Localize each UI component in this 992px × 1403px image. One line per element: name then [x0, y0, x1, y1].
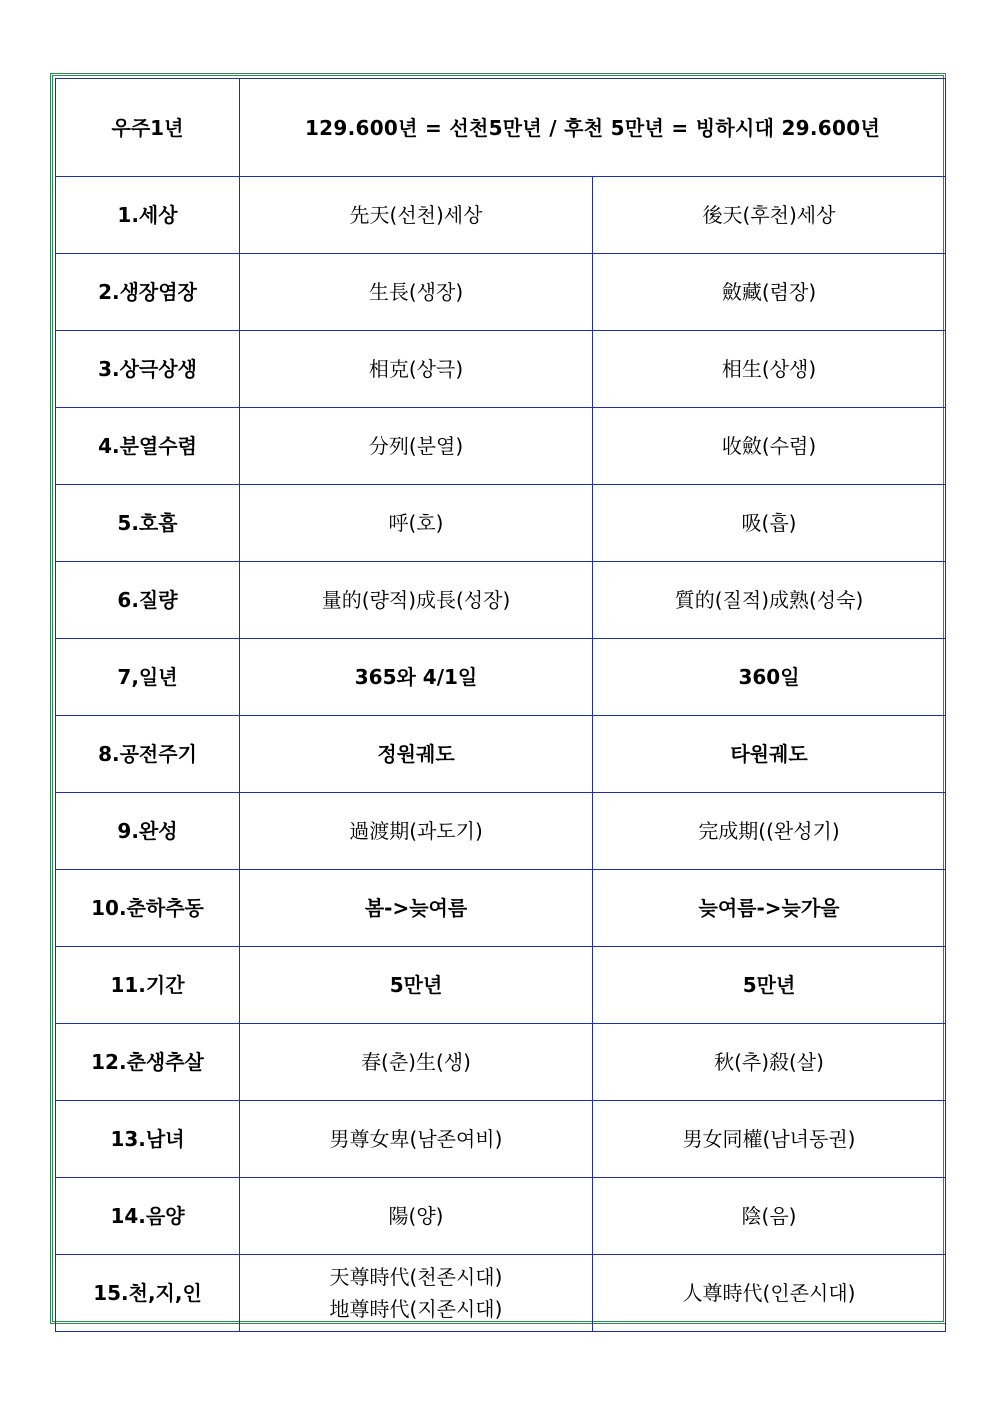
row-label: 14.음양 — [56, 1178, 240, 1255]
row-right-cell: 吸(흡) — [593, 485, 946, 562]
table-row — [56, 1255, 946, 1332]
table-row — [56, 793, 946, 870]
row-left-cell — [240, 1255, 593, 1332]
header-formula: 129.600년 = 선천5만년 / 후천 5만년 = 빙하시대 29.600년 — [240, 79, 946, 177]
table-row — [56, 177, 946, 254]
row-right-cell: 秋(추)殺(살) — [593, 1024, 946, 1101]
row-label: 11.기간 — [56, 947, 240, 1024]
table-row — [56, 1024, 946, 1101]
row-right-cell: 5만년 — [593, 947, 946, 1024]
table-row — [56, 254, 946, 331]
row-right-cell: 完成期((완성기) — [593, 793, 946, 870]
row-label: 2.생장염장 — [56, 254, 240, 331]
row-label: 5.호흡 — [56, 485, 240, 562]
row-right-cell: 360일 — [593, 639, 946, 716]
row-label: 12.춘생추살 — [56, 1024, 240, 1101]
row-label: 13.남녀 — [56, 1101, 240, 1178]
comparison-table — [55, 78, 946, 1332]
row-label: 9.완성 — [56, 793, 240, 870]
table-row — [56, 408, 946, 485]
table-row — [56, 485, 946, 562]
row-left-cell: 生長(생장) — [240, 254, 593, 331]
row-right-cell: 相生(상생) — [593, 331, 946, 408]
row-right-cell: 後天(후천)세상 — [593, 177, 946, 254]
row-right-cell: 타원궤도 — [593, 716, 946, 793]
table-row — [56, 870, 946, 947]
row-left-cell: 정원궤도 — [240, 716, 593, 793]
table-row — [56, 1178, 946, 1255]
row-right-cell: 收斂(수렴) — [593, 408, 946, 485]
row-left-cell: 봄->늦여름 — [240, 870, 593, 947]
row-left-cell: 365와 4/1일 — [240, 639, 593, 716]
row-left-cell: 先天(선천)세상 — [240, 177, 593, 254]
row-label: 10.춘하추동 — [56, 870, 240, 947]
row-left-line: 天尊時代(천존시대) — [329, 1265, 503, 1289]
table-row — [56, 331, 946, 408]
row-label: 4.분열수렴 — [56, 408, 240, 485]
document-frame — [50, 73, 946, 1324]
row-right-cell: 人尊時代(인존시대) — [593, 1255, 946, 1332]
row-left-cell: 呼(호) — [240, 485, 593, 562]
row-left-cell: 陽(양) — [240, 1178, 593, 1255]
row-label: 6.질량 — [56, 562, 240, 639]
row-left-cell: 春(춘)生(생) — [240, 1024, 593, 1101]
row-label: 8.공전주기 — [56, 716, 240, 793]
row-left-line: 地尊時代(지존시대) — [329, 1297, 503, 1321]
header-label: 우주1년 — [56, 79, 240, 177]
row-left-cell: 男尊女卑(남존여비) — [240, 1101, 593, 1178]
row-right-cell: 斂藏(렴장) — [593, 254, 946, 331]
table-row — [56, 716, 946, 793]
table-header-row — [56, 79, 946, 177]
table-row — [56, 947, 946, 1024]
row-right-cell: 男女同權(남녀동권) — [593, 1101, 946, 1178]
table-row — [56, 639, 946, 716]
row-left-cell: 量的(량적)成長(성장) — [240, 562, 593, 639]
row-label: 7,일년 — [56, 639, 240, 716]
row-left-cell: 過渡期(과도기) — [240, 793, 593, 870]
row-right-cell: 늦여름->늦가을 — [593, 870, 946, 947]
row-label: 3.상극상생 — [56, 331, 240, 408]
row-left-cell: 相克(상극) — [240, 331, 593, 408]
row-right-cell: 質的(질적)成熟(성숙) — [593, 562, 946, 639]
row-label: 1.세상 — [56, 177, 240, 254]
table-row — [56, 1101, 946, 1178]
table-row — [56, 562, 946, 639]
row-right-cell: 陰(음) — [593, 1178, 946, 1255]
row-label: 15.천,지,인 — [56, 1255, 240, 1332]
row-left-cell: 分列(분열) — [240, 408, 593, 485]
row-left-cell: 5만년 — [240, 947, 593, 1024]
